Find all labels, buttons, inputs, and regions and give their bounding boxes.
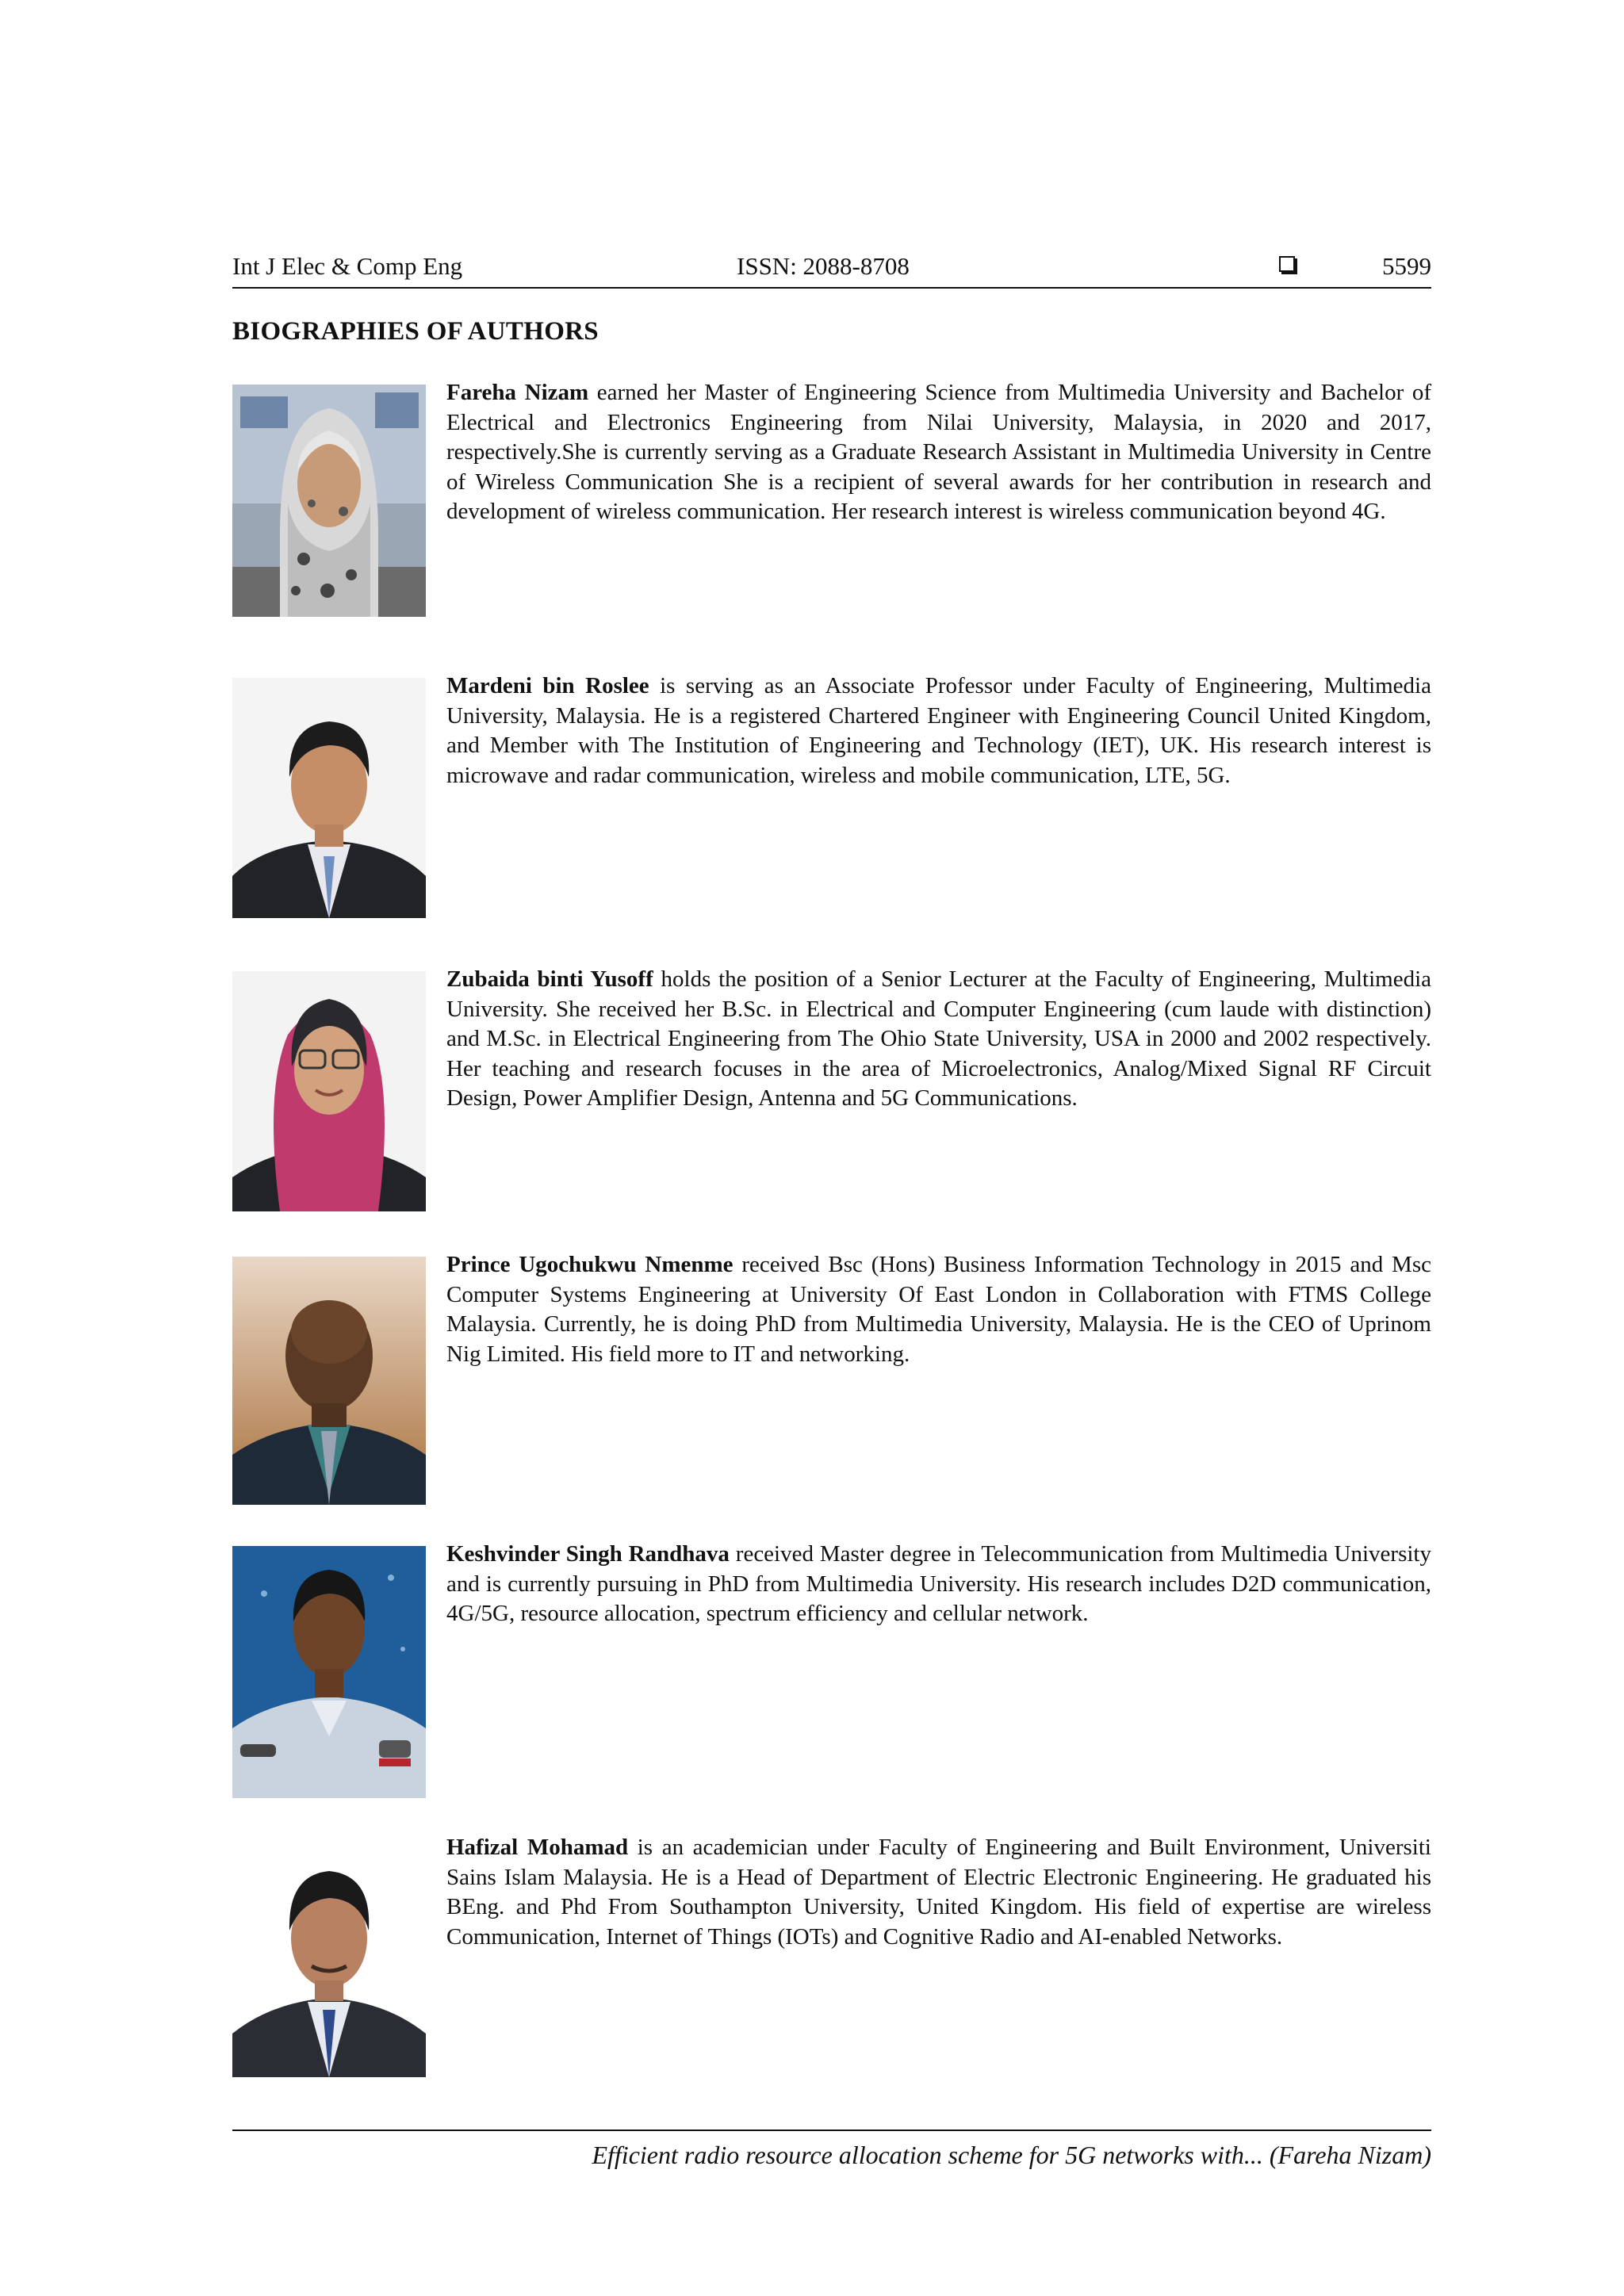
author-description: is an academician under Faculty of Engineering and Built Environment, Universiti Sains Islam Malaysia. He is a Head of Department of Electric Electronic Engineering. He graduated his BEng. and Phd From Southampton University, United Kingdom. His field of expertise are wireless Communication, Internet of Things (IOTs) and Cognitive Radio and AI-enabled Networks. bbox=[446, 1835, 1431, 1950]
page-number: 5599 bbox=[1382, 252, 1431, 280]
author-photo bbox=[232, 678, 426, 918]
author-name: Prince Ugochukwu Nmenme bbox=[446, 1252, 733, 1277]
square-icon bbox=[1279, 256, 1295, 272]
author-photo-image bbox=[232, 971, 426, 1211]
author-photo-image bbox=[232, 385, 426, 617]
author-bio-text bbox=[446, 1250, 1431, 1369]
author-bio-text bbox=[446, 1540, 1431, 1629]
author-name: Zubaida binti Yusoff bbox=[446, 966, 653, 992]
author-bio-text bbox=[446, 672, 1431, 790]
author-description: is serving as an Associate Professor under Faculty of Engineering, Multimedia University, Malaysia. He is a registered Chartered Engineer with Engineering Council United Kingdom, and Member with The Institution of Engineering and Technology (IET), UK. His research interest is microwave and radar communication, wireless and mobile communication, LTE, 5G. bbox=[446, 673, 1431, 788]
issn: ISSN: 2088-8708 bbox=[737, 252, 910, 280]
author-name: Fareha Nizam bbox=[446, 380, 589, 405]
author-bio-text bbox=[446, 1833, 1431, 1952]
footer-rule bbox=[232, 2130, 1431, 2131]
author-name: Hafizal Mohamad bbox=[446, 1835, 629, 1860]
author-bio-text bbox=[446, 378, 1431, 527]
author-name: Mardeni bin Roslee bbox=[446, 673, 649, 698]
author-description: received Bsc (Hons) Business Information Technology in 2015 and Msc Computer Systems Engineering at University Of East London in Collaboration with FTMS College Malaysia. Currently, he is doing PhD from Multimedia University, Malaysia. He is the CEO of Uprinom Nig Limited. His field more to IT and networking. bbox=[446, 1252, 1431, 1367]
running-footer: Efficient radio resource allocation scheme for 5G networks with... (Fareha Nizam) bbox=[592, 2141, 1431, 2169]
author-bio-text bbox=[446, 965, 1431, 1114]
author-photo bbox=[232, 1546, 426, 1798]
author-description: holds the position of a Senior Lecturer at the Faculty of Engineering, Multimedia University. She received her B.Sc. in Electrical and Computer Engineering (cum laude with distinction) and M.Sc. in Electrical Engineering from The Ohio State University, USA in 2000 and 2002 respectively. Her teaching and research focuses in the area of Microelectronics, Analog/Mixed Signal RF Circuit Design, Power Amplifier Design, Antenna and 5G Communications. bbox=[446, 966, 1432, 1111]
author-photo bbox=[232, 385, 426, 617]
author-photo-image bbox=[232, 1839, 426, 2077]
author-photo bbox=[232, 971, 426, 1211]
author-name: Keshvinder Singh Randhava bbox=[446, 1541, 730, 1567]
author-description: earned her Master of Engineering Science from Multimedia University and Bachelor of Electrical and Electronics Engineering from Nilai University, Malaysia, in 2020 and 2017, respectively.She is currently serving as a Graduate Research Assistant in Multimedia University in Centre of Wireless Communication She is a recipient of several awards for her contribution in research and development of wireless communication. Her research interest is wireless communication beyond 4G. bbox=[446, 380, 1432, 524]
journal-name: Int J Elec & Comp Eng bbox=[232, 252, 463, 280]
author-photo bbox=[232, 1839, 426, 2077]
author-photo-image bbox=[232, 678, 426, 918]
author-description: received Master degree in Telecommunication from Multimedia University and is currently pursuing in PhD from Multimedia University. His research includes D2D communication, 4G/5G, resource allocation, spectrum efficiency and cellular network. bbox=[446, 1541, 1431, 1626]
section-title: BIOGRAPHIES OF AUTHORS bbox=[232, 317, 599, 346]
author-photo-image bbox=[232, 1257, 426, 1505]
author-photo-image bbox=[232, 1546, 426, 1798]
running-header bbox=[232, 252, 1431, 289]
author-photo bbox=[232, 1257, 426, 1505]
